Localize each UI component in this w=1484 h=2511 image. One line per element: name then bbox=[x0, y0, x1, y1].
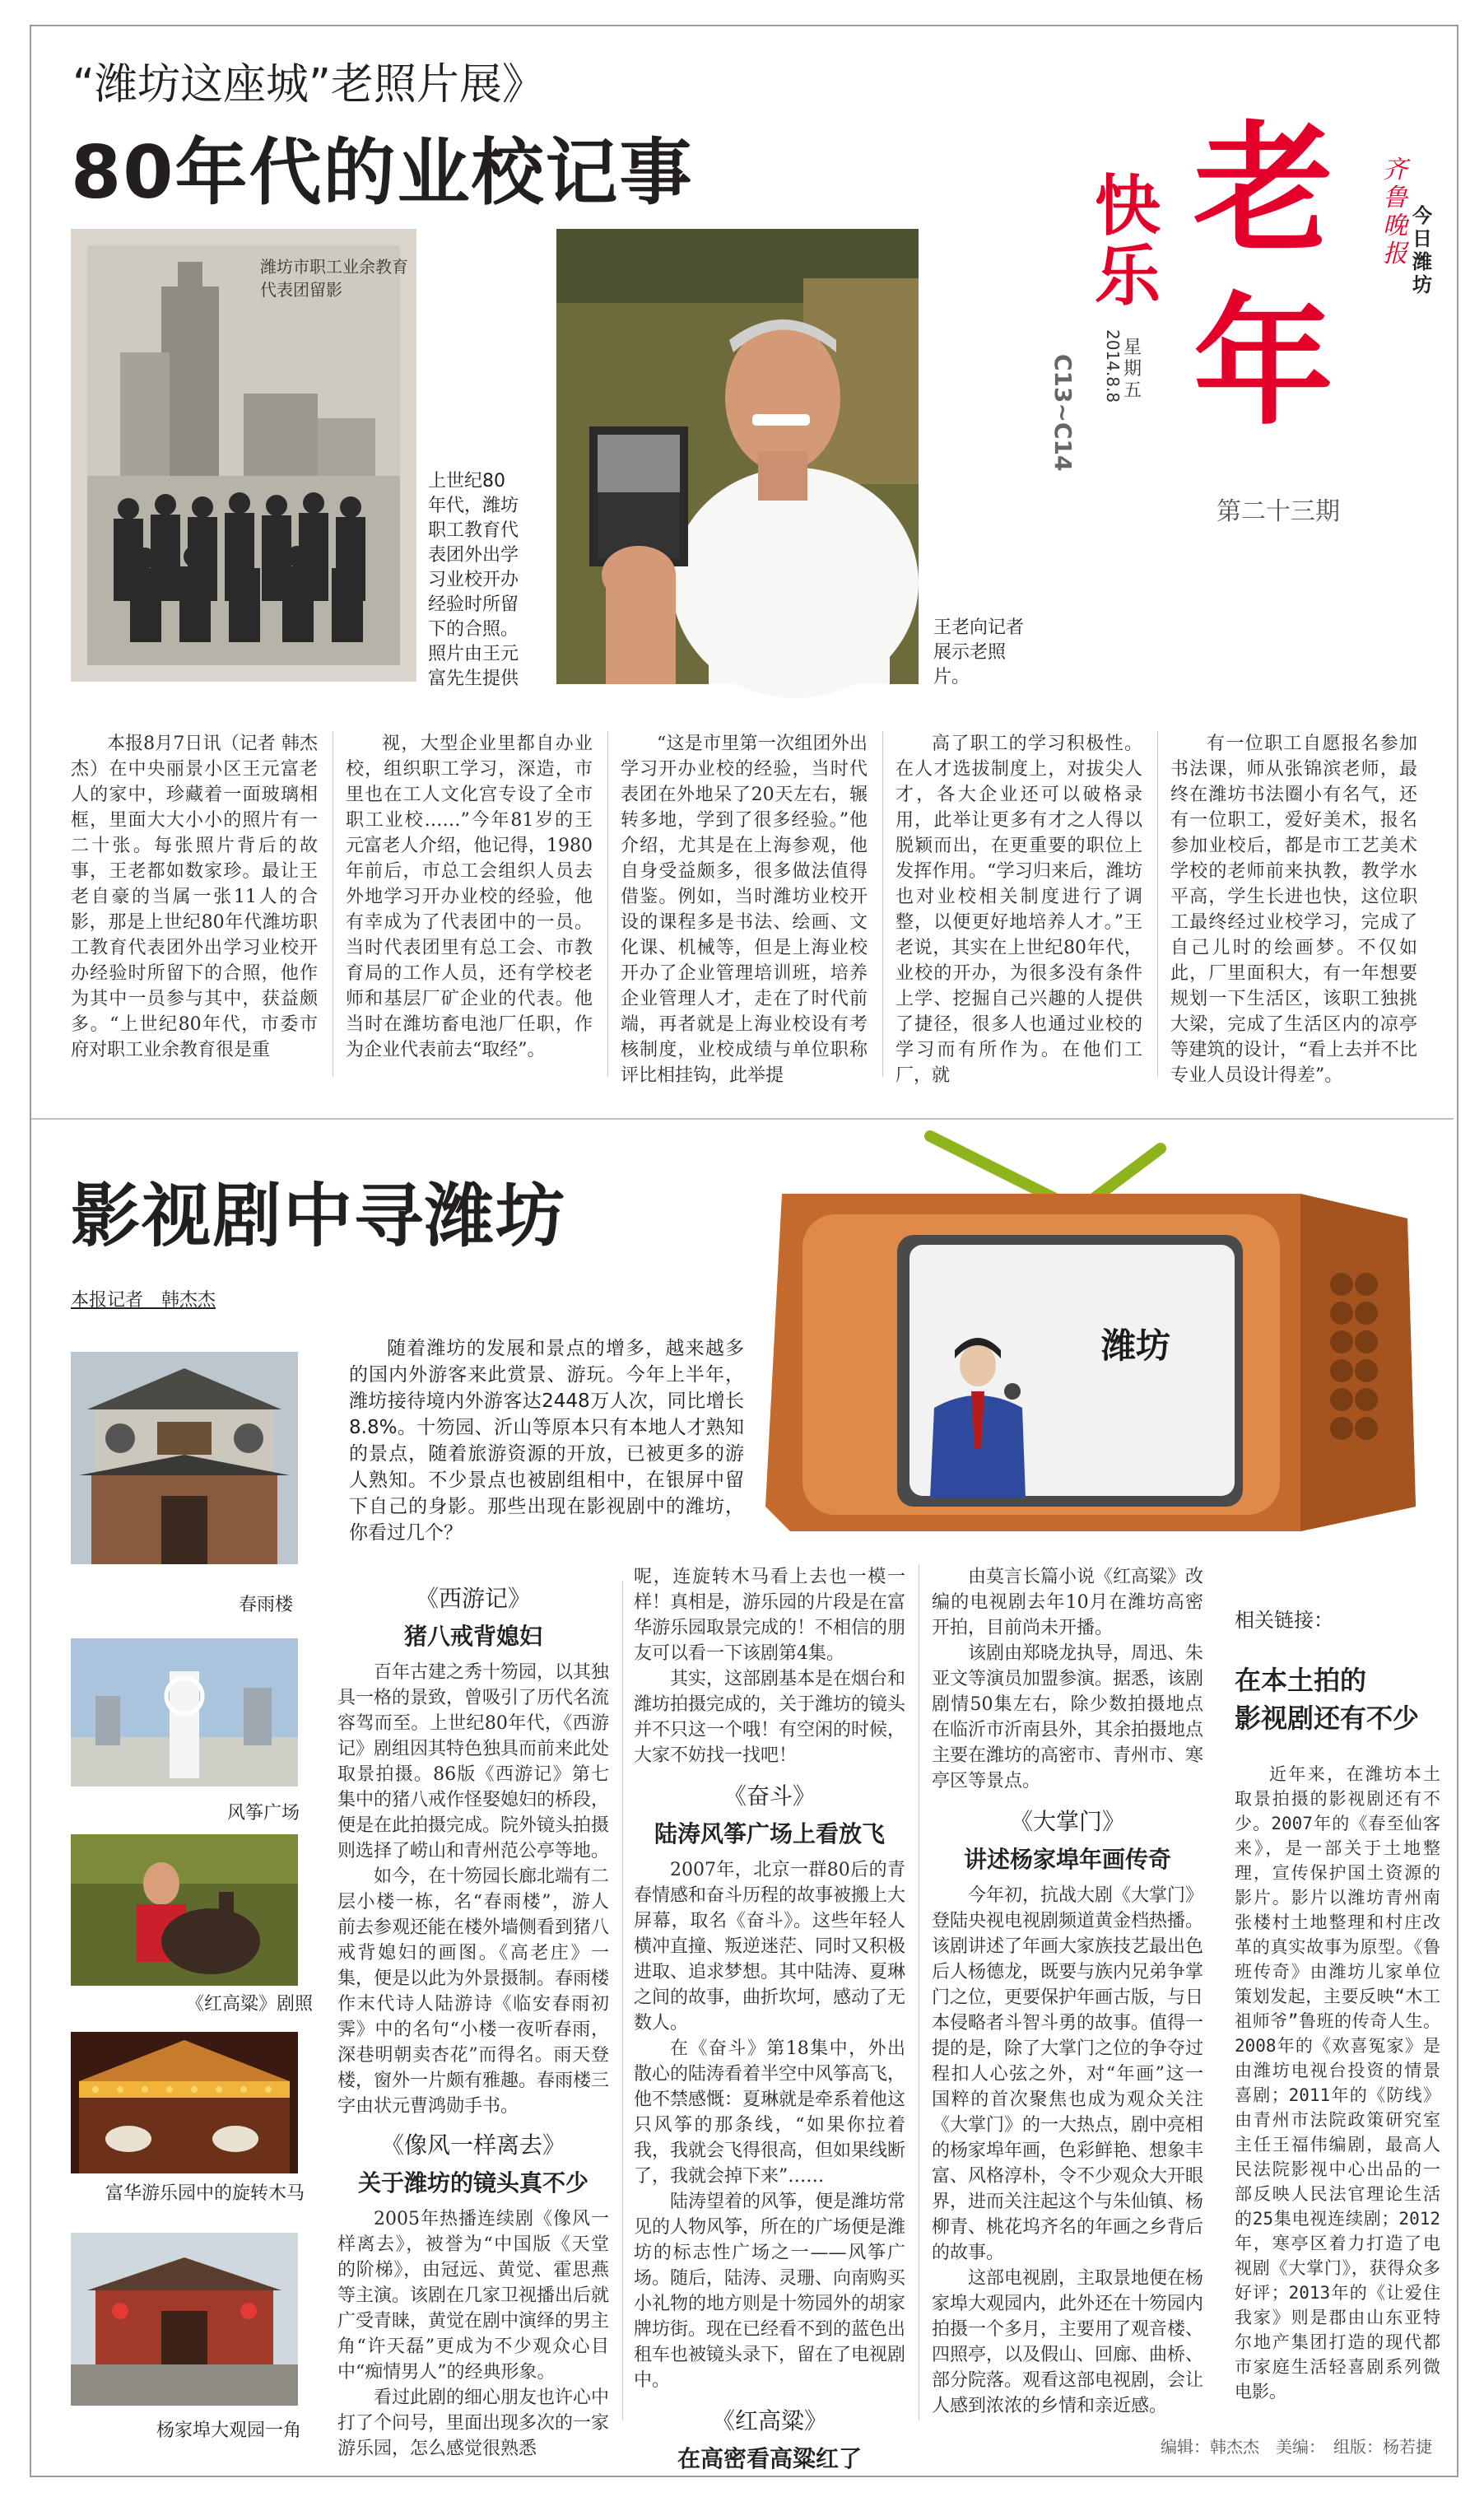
xiyouji-title: 《西游记》 bbox=[415, 1585, 531, 1612]
fendou-title: 《奋斗》 bbox=[723, 1782, 816, 1810]
fendou-text: 2007年，北京一群80后的青春情感和奋斗历程的故事被搬上大屏幕，取名《奋斗》。这些年轻人横冲直撞、叛逆迷茫、同时又积极进取、追求梦想。其中陆涛、夏琳之间的故事，曲折坎坷，感动了无数人。 在《奋斗》第18集中，外出散心的陆涛看着半空中风筝高飞，他不禁感慨：夏琳就是牵系着他这只风筝的那条线，“如果你拉着我，我就会飞得很高，但如果线断了，我就会掉下来”…… 陆涛望着的风筝，便是潍坊常见的人物风筝，所在的广场便是潍坊的标志性广场之一——风筝广场。随后，陆涛、灵珊、向南购买小礼物的地方则是十笏园外的胡家牌坊街。现在已经看不到的蓝色出租车也被镜头录下，留在了电视剧中。 bbox=[634, 1860, 906, 2391]
story1-col-rule-2 bbox=[607, 731, 608, 1077]
photo-red-sorghum bbox=[71, 1834, 298, 1986]
s2-col2 bbox=[634, 1564, 906, 2472]
masthead-weekday: 星期五 bbox=[1123, 338, 1142, 401]
xiyouji-subtitle: 猪八戒背媳妇 bbox=[403, 1623, 542, 1650]
related-title-line1: 在本土拍的 bbox=[1235, 1665, 1367, 1696]
photo1-inscription: 潍坊市职工业余教育代表团留影 bbox=[260, 257, 408, 300]
photo-chunyu-lou bbox=[71, 1352, 298, 1564]
caption-kite-square: 风筝广场 bbox=[227, 1803, 300, 1824]
photo-kite-square bbox=[71, 1638, 298, 1787]
story1-col-2: 视，大型企业里都自办业校，组织职工学习，深造，市里也在工人文化宫专设了全市职工业校……”今年81岁的王元富老人介绍，他记得，1980年前后，市总工会组织人员去外地学习开办业校的经验，他有幸成为了代表团中的一员。当时代表团里有总工会、市教育局的工作人员，还有学校老师和基层厂矿企业的代表。他当时在潍坊畜电池厂任职，作为企业代表前去“取经”。 bbox=[346, 734, 593, 1060]
dazhangmen-text: 今年初，抗战大剧《大掌门》登陆央视电视剧频道黄金档热播。该剧讲述了年画大家族技艺最出色后人杨德龙，既要与族内兄弟争掌门之位，更要保护年画古版，与日本侵略者斗智斗勇的故事。值得一提的是，除了大掌门之位的争夺过程扣人心弦之外，对“年画”这一国粹的首次聚焦也成为观众关注《大掌门》的一大热点，剧中亮相的杨家埠年画，色彩鲜艳、想象丰富、风格淳朴，令不少观众大开眼界，进而关注起这个与朱仙镇、杨柳青、桃花坞齐名的年画之乡背后的故事。 这部电视剧，主取景地便在杨家埠大观园内，此外还在十笏园内拍摄一个多月，主要用了观音楼、四照亭，以及假山、回廊、曲桥、部分院落。观看这部电视剧，会让人感到浓浓的乡情和亲近感。 bbox=[932, 1885, 1204, 2416]
masthead-edition: 今日潍坊 bbox=[1412, 204, 1432, 296]
xiangfeng-text: 2005年热播连续剧《像风一样离去》，被誉为“中国版《天堂的阶梯》，由冠远、黄觉、霍思燕等主演。该剧在几家卫视播出后就广受青睐，黄觉在剧中演绎的男主角“许天磊”更成为不少观众心目中“痴情男人”的经典形象。 看过此剧的细心朋友也许心中打了个问号，里面出现多次的一家游乐园，怎么感觉很熟悉 bbox=[337, 2209, 610, 2459]
s2-col2-text-a: 呢，连旋转木马看上去也一模一样！真相是，游乐园的片段是在富华游乐园取景完成的！不相信的朋友可以看一下该剧第4集。 其实，这部剧基本是在烟台和潍坊拍摄完成的，关于潍坊的镜头并不只这一个哦！有空闲的时候，大家不妨找一找吧！ bbox=[634, 1567, 906, 1766]
related-title bbox=[1235, 1661, 1457, 1737]
photo1-caption: 上世纪80年代，潍坊职工教育代表团外出学习业校开办经验时所留下的合照。照片由王元富先生提供 bbox=[428, 471, 519, 689]
masthead-kuai: 快 bbox=[1095, 167, 1161, 245]
masthead-lao: 老 bbox=[1193, 107, 1334, 272]
s2-col1 bbox=[337, 1581, 610, 2459]
caption-carousel: 富华游乐园中的旋转木马 bbox=[105, 2183, 305, 2204]
xiyouji-text: 百年古建之秀十笏园，以其独具一格的景致，曾吸引了历代名流容驾而至。上世纪80年代，《西游记》剧组因其特色独具而前来此处取景拍摄。86版《西游记》第七集中的猪八戒作怪娶媳妇的桥段，便是在此拍摄完成。院外镜头拍摄则选择了崂山和青州范公亭等地。 如今，在十笏园长廊北端有二层小楼一栋，名“春雨楼”，游人前去参观还能在楼外墙侧看到猪八戒背媳妇的画图。《高老庄》一集，便是以此为外景摄制。春雨楼作末代诗人陆游诗《临安春雨初霁》中的名句“小楼一夜听春雨，深巷明朝卖杏花”而得名。雨天登楼，窗外一片颇有雅趣。春雨楼三字由状元曹鸿勋手书。 bbox=[337, 1662, 610, 2117]
masthead-nian: 年 bbox=[1193, 280, 1334, 445]
dazhangmen-title: 《大掌门》 bbox=[1009, 1808, 1125, 1835]
dazhangmen-subtitle: 讲述杨家埠年画传奇 bbox=[963, 1846, 1171, 1873]
masthead-date: 2014.8.8 bbox=[1103, 329, 1123, 403]
story1-kicker: “潍坊这座城”老照片展》 bbox=[72, 60, 545, 109]
masthead-issue: 第二十三期 bbox=[1217, 497, 1340, 526]
story2-headline: 影视剧中寻潍坊 bbox=[71, 1176, 567, 1256]
footer-credits: 编辑：韩杰杰 美编： 组版：杨若捷 bbox=[1161, 2437, 1432, 2457]
story1-headline: 80年代的业校记事 bbox=[71, 130, 694, 215]
story1-col-rule-3 bbox=[882, 731, 883, 1077]
story2-lead: 随着潍坊的发展和景点的增多，越来越多的国内外游客来此赏景、游玩。今年上半年，潍坊接待境内外游客达2448万人次，同比增长8.8%。十笏园、沂山等原本只有本地人才熟知的景点，随着旅游资源的开放，已被更多的游人熟知。不少景点也被剧组相中，在银屏中留下自己的身影。那些出现在影视剧中的潍坊，你看过几个？ bbox=[349, 1338, 744, 1544]
honggaoliang-title: 《红高粱》 bbox=[711, 2407, 827, 2434]
story1-col-5: 有一位职工自愿报名参加书法课，师从张锦滨老师，最终在潍坊书法圈小有名气，还有一位职工，爱好美术，报名参加业校后，都是市工艺美术学校的老师前来执教，教学水平高，学生长进也快，这位职工最终经过业校学习，完成了自己儿时的绘画梦。不仅如此，厂里面积大，有一年想要规划一下生活区，该职工独挑大梁，完成了生活区内的凉亭等建筑的设计，“看上去并不比专业人员设计得差”。 bbox=[1170, 734, 1417, 1086]
caption-red-sorghum: 《红高粱》剧照 bbox=[186, 1994, 314, 2015]
masthead-paper: 齐鲁晚报 bbox=[1383, 156, 1407, 268]
related-link-label: 相关链接： bbox=[1235, 1609, 1333, 1632]
honggaoliang-subtitle: 在高密看高粱红了 bbox=[677, 2445, 862, 2472]
s2-col-rule-1 bbox=[622, 1581, 623, 2420]
story1-col-rule-4 bbox=[1157, 731, 1158, 1077]
caption-chunyu-lou: 春雨楼 bbox=[239, 1595, 294, 1615]
photo-yangjiabu bbox=[71, 2233, 298, 2406]
photo-carousel bbox=[71, 2032, 298, 2173]
related-title-line2: 影视剧还有不少 bbox=[1235, 1703, 1420, 1734]
masthead-le: 乐 bbox=[1095, 237, 1161, 314]
s2-col3-text-a: 由莫言长篇小说《红高粱》改编的电视剧去年10月在潍坊高密开拍，目前尚未开播。 该剧由郑晓龙执导，周迅、朱亚文等演员加盟参演。据悉，该剧剧情50集左右，除少数拍摄地点在临沂市沂南县外，其余拍摄地点主要在潍坊的高密市、青州市、寒亭区等景点。 bbox=[932, 1567, 1204, 1791]
related-text: 近年来，在潍坊本土取景拍摄的影视剧还有不少。2007年的《春至仙客来》，是一部关于土地整理，宣传保护国土资源的影片。影片以潍坊青州南张楼村土地整理和村庄改革的真实故事为原型。《鲁班传奇》由潍坊儿家单位策划发起，主要反映“木工祖师爷”鲁班的传奇人生。2008年的《欢喜冤家》是由潍坊电视台投资的情景喜剧；2011年的《防线》由青州市法院政策研究室主任王福伟编剧，最高人民法院影视中心出品的一部反映人民法官理论生活的25集电视连续剧；2012年，寒亭区着力打造了电视剧《大掌门》，获得众多好评；2013年的《让爱住我家》则是郡由山东亚特尔地产集团打造的现代都市家庭生活轻喜剧系列微电影。 bbox=[1235, 1764, 1440, 2402]
story1-col-1: 本报8月7日讯（记者 韩杰杰）在中央丽景小区王元富老人的家中，珍藏着一面玻璃相框，里面大大小小的照片有一二十张。每张照片背后的故事，王老都如数家珍。最让王老自豪的当属一张11人的合影，那是上世纪80年代潍坊职工教育代表团外出学习业校开办经验时所留下的合照，他作为其中一员参与其中，获益颇多。“上世纪80年代，市委市府对职工业余教育很是重 bbox=[71, 734, 318, 1060]
photo2-caption: 王老向记者展示老照片。 bbox=[933, 617, 1025, 687]
masthead-pages: C13~C14 bbox=[1049, 354, 1077, 472]
photo-wang-holding bbox=[556, 229, 919, 684]
story1-col-3: “这是市里第一次组团外出学习开办业校的经验，当时代表团在外地呆了20天左右，辗转多地，学到了很多经验。”他介绍，尤其是在上海参观，他自身受益颇多，很多做法值得借鉴。例如，当时潍坊业校开设的课程多是书法、绘画、文化课、机械等，但是上海业校开办了企业管理培训班，培养企业管理人才，走在了时代前端，再者就是上海业校设有考核制度，业校成绩与单位职称评比相挂钩，此举提 bbox=[621, 734, 868, 1086]
xiangfeng-subtitle: 关于潍坊的镜头真不少 bbox=[357, 2169, 588, 2197]
story2-byline: 本报记者 韩杰杰 bbox=[71, 1290, 216, 1311]
story1-col-4: 高了职工的学习积极性。在人才选拔制度上，对拔尖人才，各大企业还可以破格录用，此举让更多有才之人得以脱颖而出，在更重要的职位上发挥作用。“学习归来后，潍坊也对业校相关制度进行了调整，以便更好地培养人才。”王老说，其实在上世纪80年代，业校的开办，为很多没有条件上学、挖掘自己兴趣的人提供了捷径，很多人也通过业校的学习而有所作为。在他们工厂，就 bbox=[896, 734, 1142, 1086]
fendou-subtitle: 陆涛风筝广场上看放飞 bbox=[654, 1820, 885, 1847]
caption-yangjiabu: 杨家埠大观园一角 bbox=[156, 2420, 302, 2441]
tv-label: 潍坊 bbox=[1101, 1325, 1171, 1366]
s2-col3 bbox=[932, 1564, 1203, 2420]
xiangfeng-title: 《像风一样离去》 bbox=[380, 2131, 565, 2159]
